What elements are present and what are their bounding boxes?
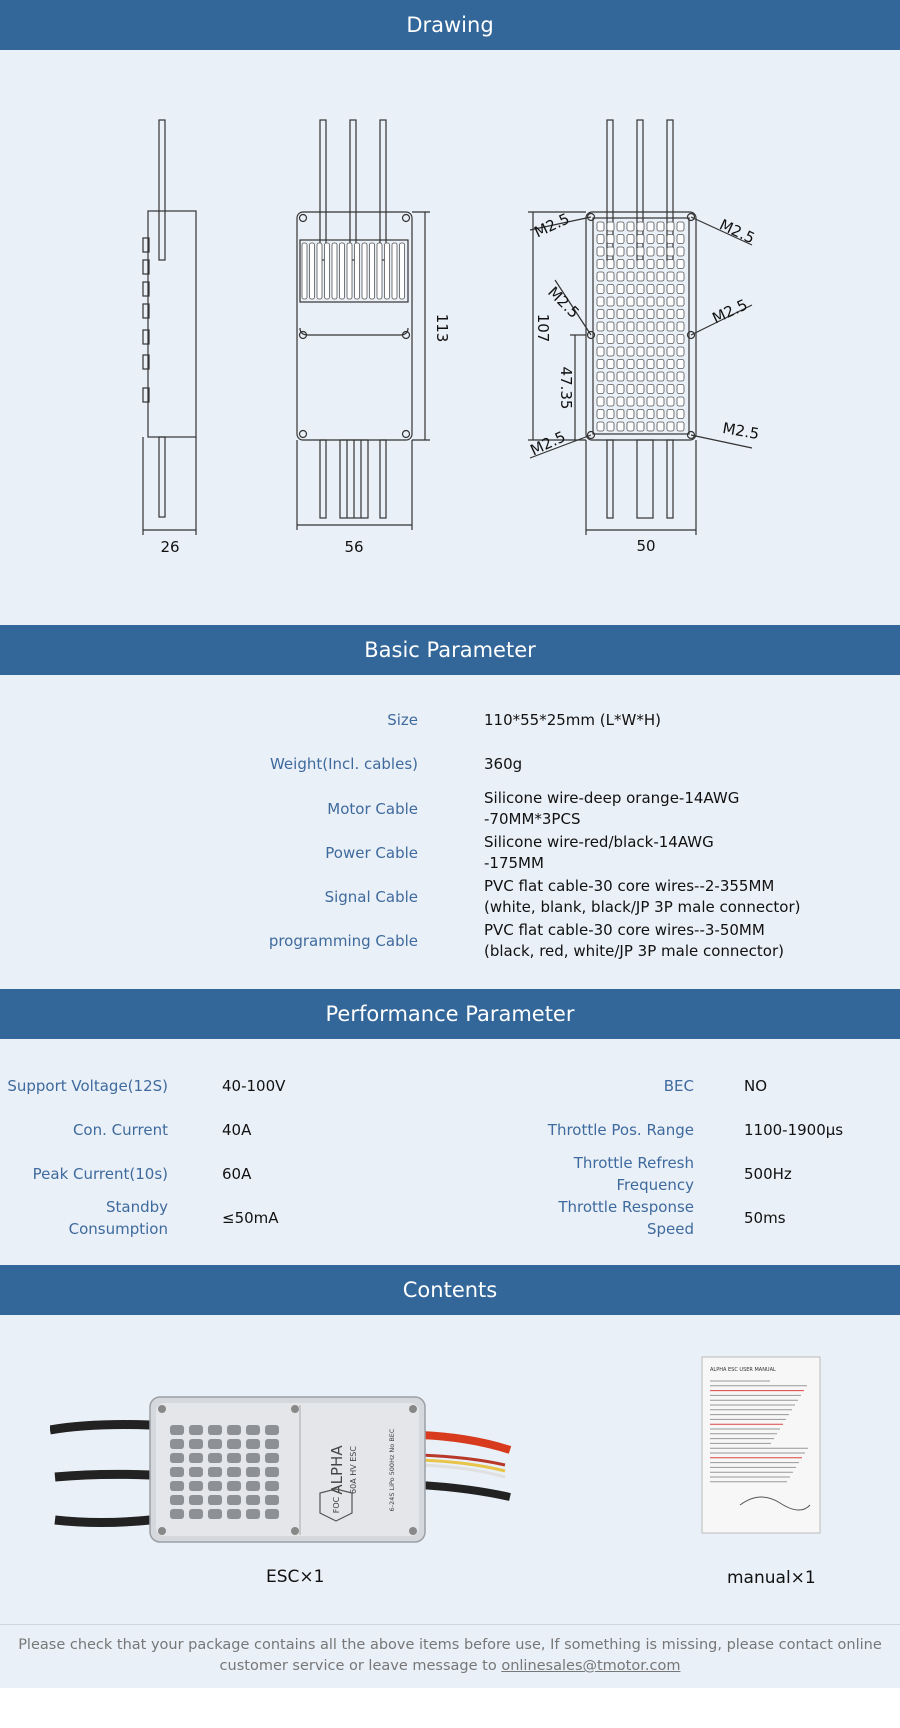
grille-slot xyxy=(657,397,664,406)
grille-slot xyxy=(637,422,644,431)
dim-screw-mid-left: M2.5 xyxy=(544,283,583,322)
grille-slot xyxy=(677,260,684,269)
grille-slot xyxy=(617,272,624,281)
grille-slot xyxy=(370,243,375,299)
grille-slot xyxy=(677,285,684,294)
grille-slot xyxy=(246,1481,260,1491)
grille-slot xyxy=(607,372,614,381)
esc-product-image xyxy=(50,1385,520,1565)
grille-slot xyxy=(647,360,654,369)
grille-slot xyxy=(627,385,634,394)
section-header-drawing xyxy=(0,0,900,50)
grille-slot xyxy=(627,297,634,306)
grille-slot xyxy=(265,1481,279,1491)
grille-slot xyxy=(607,285,614,294)
grille-slot xyxy=(189,1509,203,1519)
grille-slot xyxy=(607,260,614,269)
grille-slot xyxy=(627,410,634,419)
perf-label: Throttle Response xyxy=(558,1198,694,1216)
grille-slot xyxy=(657,310,664,319)
grille-slot xyxy=(647,247,654,256)
grille-slot xyxy=(607,410,614,419)
performance-parameter-section xyxy=(0,1039,900,1265)
grille-slot xyxy=(677,397,684,406)
grille-slot xyxy=(637,272,644,281)
grille-slot xyxy=(637,322,644,331)
grille-slot xyxy=(208,1481,222,1491)
grille-slot xyxy=(657,272,664,281)
grille-slot xyxy=(170,1439,184,1449)
perf-label-line2: Speed xyxy=(646,1220,694,1238)
grille-slot xyxy=(597,335,604,344)
grille-slot xyxy=(597,247,604,256)
param-label: Size xyxy=(387,711,418,729)
grille-slot xyxy=(637,347,644,356)
contents-section xyxy=(0,1315,900,1624)
grille-slot xyxy=(597,260,604,269)
perf-label: BEC xyxy=(663,1077,694,1095)
grille-slot xyxy=(189,1425,203,1435)
grille-slot xyxy=(617,410,624,419)
grille-slot xyxy=(617,322,624,331)
perf-value: 60A xyxy=(222,1165,252,1183)
esc-brand-text: ALPHA xyxy=(328,1445,346,1495)
section-title: Basic Parameter xyxy=(364,638,536,662)
grille-slot xyxy=(637,222,644,231)
grille-slot xyxy=(657,235,664,244)
grille-slot xyxy=(667,372,674,381)
grille-slot xyxy=(657,422,664,431)
grille-slot xyxy=(637,360,644,369)
grille-slot xyxy=(170,1481,184,1491)
param-label: Weight(Incl. cables) xyxy=(269,755,418,773)
footer-note xyxy=(0,1624,900,1688)
grille-slot xyxy=(627,310,634,319)
dim-back-width: 50 xyxy=(636,537,656,555)
grille-slot xyxy=(208,1467,222,1477)
esc-model-text: 60A HV ESC xyxy=(349,1446,358,1494)
param-value: Silicone wire-deep orange-14AWG xyxy=(484,789,740,807)
grille-slot xyxy=(647,335,654,344)
grille-slot xyxy=(667,397,674,406)
perf-label: Peak Current(10s) xyxy=(32,1165,168,1183)
grille-slot xyxy=(597,422,604,431)
grille-slot xyxy=(332,243,337,299)
footer-line2-text: customer service or leave message to xyxy=(219,1658,502,1674)
grille-slot xyxy=(208,1439,222,1449)
grille-slot xyxy=(607,272,614,281)
grille-slot xyxy=(208,1509,222,1519)
front-view xyxy=(297,120,430,530)
grille-slot xyxy=(637,385,644,394)
grille-slot xyxy=(607,222,614,231)
grille-slot xyxy=(607,397,614,406)
grille-slot xyxy=(597,360,604,369)
grille-slot xyxy=(657,247,664,256)
grille-slot xyxy=(607,360,614,369)
perf-label: Throttle Refresh xyxy=(573,1154,694,1172)
grille-slot xyxy=(677,360,684,369)
manual-image xyxy=(700,1355,822,1535)
grille-slot xyxy=(170,1495,184,1505)
grille-slot xyxy=(667,235,674,244)
grille-slot xyxy=(667,322,674,331)
grille-slot xyxy=(607,297,614,306)
grille-slot xyxy=(347,243,352,299)
perf-value: 500Hz xyxy=(744,1165,792,1183)
section-title: Drawing xyxy=(406,13,494,37)
grille-slot xyxy=(317,243,322,299)
dim-front-width: 56 xyxy=(344,538,364,556)
grille-slot xyxy=(597,372,604,381)
grille-slot xyxy=(647,322,654,331)
param-value: PVC flat cable-30 core wires--2-355MM xyxy=(484,877,775,895)
param-value: PVC flat cable-30 core wires--3-50MM xyxy=(484,921,765,939)
grille-slot xyxy=(657,297,664,306)
grille-slot xyxy=(637,285,644,294)
param-value-line2: -175MM xyxy=(484,854,544,872)
grille-slot xyxy=(597,235,604,244)
grille-slot xyxy=(362,243,367,299)
param-value-line2: -70MM*3PCS xyxy=(484,810,581,828)
grille-slot xyxy=(617,310,624,319)
perf-value: 40A xyxy=(222,1121,252,1139)
grille-slot xyxy=(677,235,684,244)
grille-slot xyxy=(677,247,684,256)
grille-slot xyxy=(627,272,634,281)
grille-slot xyxy=(617,285,624,294)
section-title: Contents xyxy=(402,1278,498,1302)
perf-value: NO xyxy=(744,1077,768,1095)
grille-slot xyxy=(647,310,654,319)
grille-slot xyxy=(265,1439,279,1449)
perf-value: 1100-1900μs xyxy=(744,1121,844,1139)
grille-slot xyxy=(325,243,330,299)
grille-slot xyxy=(667,422,674,431)
grille-slot xyxy=(647,222,654,231)
grille-slot xyxy=(170,1425,184,1435)
dim-screw-top-left: M2.5 xyxy=(531,209,573,242)
grille-slot xyxy=(627,335,634,344)
grille-slot xyxy=(227,1495,241,1505)
grille-slot xyxy=(637,247,644,256)
side-view xyxy=(143,120,196,535)
param-value-line2: (black, red, white/JP 3P male connector) xyxy=(484,942,784,960)
grille-slot xyxy=(302,243,307,299)
grille-slot xyxy=(677,347,684,356)
grille-slot xyxy=(607,385,614,394)
grille-slot xyxy=(377,243,382,299)
param-label: programming Cable xyxy=(268,932,418,950)
perf-value: ≤50mA xyxy=(222,1209,279,1227)
grille-slot xyxy=(246,1467,260,1477)
grille-slot xyxy=(607,335,614,344)
grille-slot xyxy=(189,1467,203,1477)
perf-label: Standby xyxy=(105,1198,168,1216)
grille-slot xyxy=(627,397,634,406)
grille-slot xyxy=(617,297,624,306)
grille-slot xyxy=(657,260,664,269)
grille-slot xyxy=(265,1425,279,1435)
grille-slot xyxy=(227,1425,241,1435)
grille-slot xyxy=(647,260,654,269)
grille-slot xyxy=(637,335,644,344)
dim-front-height: 113 xyxy=(433,313,451,343)
grille-slot xyxy=(607,310,614,319)
dim-side-width: 26 xyxy=(160,538,180,556)
grille-slot xyxy=(265,1467,279,1477)
grille-slot xyxy=(597,385,604,394)
grille-slot xyxy=(677,385,684,394)
grille-slot xyxy=(627,372,634,381)
grille-slot xyxy=(657,360,664,369)
param-value: Silicone wire-red/black-14AWG xyxy=(484,833,714,851)
grille-slot xyxy=(340,243,345,299)
section-title: Performance Parameter xyxy=(325,1002,575,1026)
grille-slot xyxy=(627,360,634,369)
grille-slot xyxy=(667,297,674,306)
grille-slot xyxy=(647,235,654,244)
grille-slot xyxy=(647,410,654,419)
grille-slot xyxy=(170,1453,184,1463)
param-value: 110*55*25mm (L*W*H) xyxy=(484,711,661,729)
grille-slot xyxy=(617,247,624,256)
grille-slot xyxy=(657,347,664,356)
grille-slot xyxy=(657,385,664,394)
grille-slot xyxy=(627,260,634,269)
grille-slot xyxy=(246,1425,260,1435)
grille-slot xyxy=(657,335,664,344)
param-label: Motor Cable xyxy=(327,800,418,818)
grille-slot xyxy=(617,397,624,406)
grille-slot xyxy=(310,243,315,299)
section-header-basic xyxy=(0,625,900,675)
grille-slot xyxy=(667,360,674,369)
footer-line1: Please check that your package contains all the above items before use, If something is missing, please contact online xyxy=(18,1637,882,1653)
param-value-line2: (white, blank, black/JP 3P male connector) xyxy=(484,898,801,916)
foc-logo-text: FOC xyxy=(332,1496,341,1514)
grille-slot xyxy=(667,335,674,344)
grille-slot xyxy=(227,1453,241,1463)
dim-back-inner: 47.35 xyxy=(557,366,575,410)
grille-slot xyxy=(170,1467,184,1477)
dim-screw-top-right: M2.5 xyxy=(716,215,758,248)
param-label: Power Cable xyxy=(325,844,418,862)
contents-caption-manual: manual×1 xyxy=(727,1568,816,1588)
grille-slot xyxy=(355,243,360,299)
grille-slot xyxy=(637,297,644,306)
perf-label-line2: Consumption xyxy=(68,1220,168,1238)
grille-slot xyxy=(227,1439,241,1449)
grille-slot xyxy=(677,310,684,319)
grille-slot xyxy=(637,397,644,406)
footer-line2 xyxy=(0,1656,900,1677)
grille-slot xyxy=(617,372,624,381)
grille-slot xyxy=(667,285,674,294)
grille-slot xyxy=(208,1425,222,1435)
grille-slot xyxy=(627,422,634,431)
grille-slot xyxy=(657,285,664,294)
grille-slot xyxy=(627,247,634,256)
perf-value: 40-100V xyxy=(222,1077,286,1095)
grille-slot xyxy=(677,372,684,381)
grille-slot xyxy=(657,410,664,419)
grille-slot xyxy=(637,310,644,319)
perf-label-line2: Frequency xyxy=(616,1176,694,1194)
grille-slot xyxy=(617,222,624,231)
grille-slot xyxy=(208,1453,222,1463)
grille-slot xyxy=(647,397,654,406)
grille-slot xyxy=(647,422,654,431)
grille-slot xyxy=(617,335,624,344)
grille-slot xyxy=(246,1439,260,1449)
grille-slot xyxy=(597,397,604,406)
contents-caption-esc: ESC×1 xyxy=(266,1567,325,1587)
grille-slot xyxy=(246,1509,260,1519)
grille-slot xyxy=(677,322,684,331)
grille-slot xyxy=(677,297,684,306)
grille-slot xyxy=(627,322,634,331)
grille-slot xyxy=(677,272,684,281)
grille-slot xyxy=(617,235,624,244)
grille-slot xyxy=(607,322,614,331)
grille-slot xyxy=(597,322,604,331)
esc-spec-text: 6-24S LiPo 500Hz No BEC xyxy=(388,1428,396,1512)
grille-slot xyxy=(637,235,644,244)
grille-slot xyxy=(597,347,604,356)
grille-slot xyxy=(265,1453,279,1463)
grille-slot xyxy=(617,385,624,394)
grille-slot xyxy=(617,347,624,356)
grille-slot xyxy=(647,272,654,281)
dim-screw-bottom-left: M2.5 xyxy=(527,427,569,460)
grille-slot xyxy=(667,310,674,319)
grille-slot xyxy=(246,1453,260,1463)
perf-label: Con. Current xyxy=(72,1121,168,1139)
dim-screw-bottom-right: M2.5 xyxy=(721,419,761,444)
grille-slot xyxy=(647,297,654,306)
grille-slot xyxy=(617,260,624,269)
grille-slot xyxy=(227,1481,241,1491)
grille-slot xyxy=(657,222,664,231)
technical-drawing xyxy=(0,50,900,625)
grille-slot xyxy=(597,310,604,319)
grille-slot xyxy=(657,372,664,381)
grille-slot xyxy=(607,422,614,431)
dim-screw-mid-right: M2.5 xyxy=(709,295,751,328)
grille-slot xyxy=(667,247,674,256)
grille-slot xyxy=(597,297,604,306)
grille-slot xyxy=(597,222,604,231)
grille-slot xyxy=(667,347,674,356)
perf-value: 50ms xyxy=(744,1209,786,1227)
grille-slot xyxy=(400,243,405,299)
grille-slot xyxy=(637,260,644,269)
grille-slot xyxy=(265,1509,279,1519)
param-label: Signal Cable xyxy=(324,888,418,906)
grille-slot xyxy=(627,235,634,244)
perf-label: Support Voltage(12S) xyxy=(7,1077,168,1095)
grille-slot xyxy=(597,272,604,281)
grille-slot xyxy=(189,1495,203,1505)
basic-parameter-section xyxy=(0,675,900,989)
manual-title: ALPHA ESC USER MANUAL xyxy=(710,1367,776,1373)
grille-slot xyxy=(189,1481,203,1491)
grille-slot xyxy=(607,235,614,244)
grille-slot xyxy=(607,347,614,356)
grille-slot xyxy=(189,1439,203,1449)
grille-slot xyxy=(189,1453,203,1463)
section-header-contents xyxy=(0,1265,900,1315)
grille-slot xyxy=(617,422,624,431)
grille-slot xyxy=(208,1495,222,1505)
grille-slot xyxy=(597,285,604,294)
grille-slot xyxy=(227,1509,241,1519)
grille-slot xyxy=(667,410,674,419)
grille-slot xyxy=(627,285,634,294)
grille-slot xyxy=(637,372,644,381)
grille-slot xyxy=(246,1495,260,1505)
grille-slot xyxy=(677,422,684,431)
grille-slot xyxy=(227,1467,241,1477)
grille-slot xyxy=(677,335,684,344)
grille-slot xyxy=(647,385,654,394)
grille-slot xyxy=(385,243,390,299)
grille-slot xyxy=(627,222,634,231)
grille-slot xyxy=(607,247,614,256)
param-value: 360g xyxy=(484,755,523,773)
dim-back-height: 107 xyxy=(534,313,552,343)
support-email-link[interactable]: onlinesales@tmotor.com xyxy=(501,1658,681,1674)
grille-slot xyxy=(617,360,624,369)
grille-slot xyxy=(265,1495,279,1505)
grille-slot xyxy=(637,410,644,419)
grille-slot xyxy=(647,285,654,294)
section-header-performance xyxy=(0,989,900,1039)
perf-label: Throttle Pos. Range xyxy=(547,1121,694,1139)
grille-slot xyxy=(677,222,684,231)
grille-slot xyxy=(170,1509,184,1519)
grille-slot xyxy=(677,410,684,419)
grille-slot xyxy=(667,385,674,394)
grille-slot xyxy=(667,260,674,269)
drawing-section xyxy=(0,50,900,625)
grille-slot xyxy=(657,322,664,331)
grille-slot xyxy=(597,410,604,419)
grille-slot xyxy=(627,347,634,356)
grille-slot xyxy=(392,243,397,299)
grille-slot xyxy=(667,222,674,231)
grille-slot xyxy=(647,347,654,356)
grille-slot xyxy=(647,372,654,381)
grille-slot xyxy=(667,272,674,281)
